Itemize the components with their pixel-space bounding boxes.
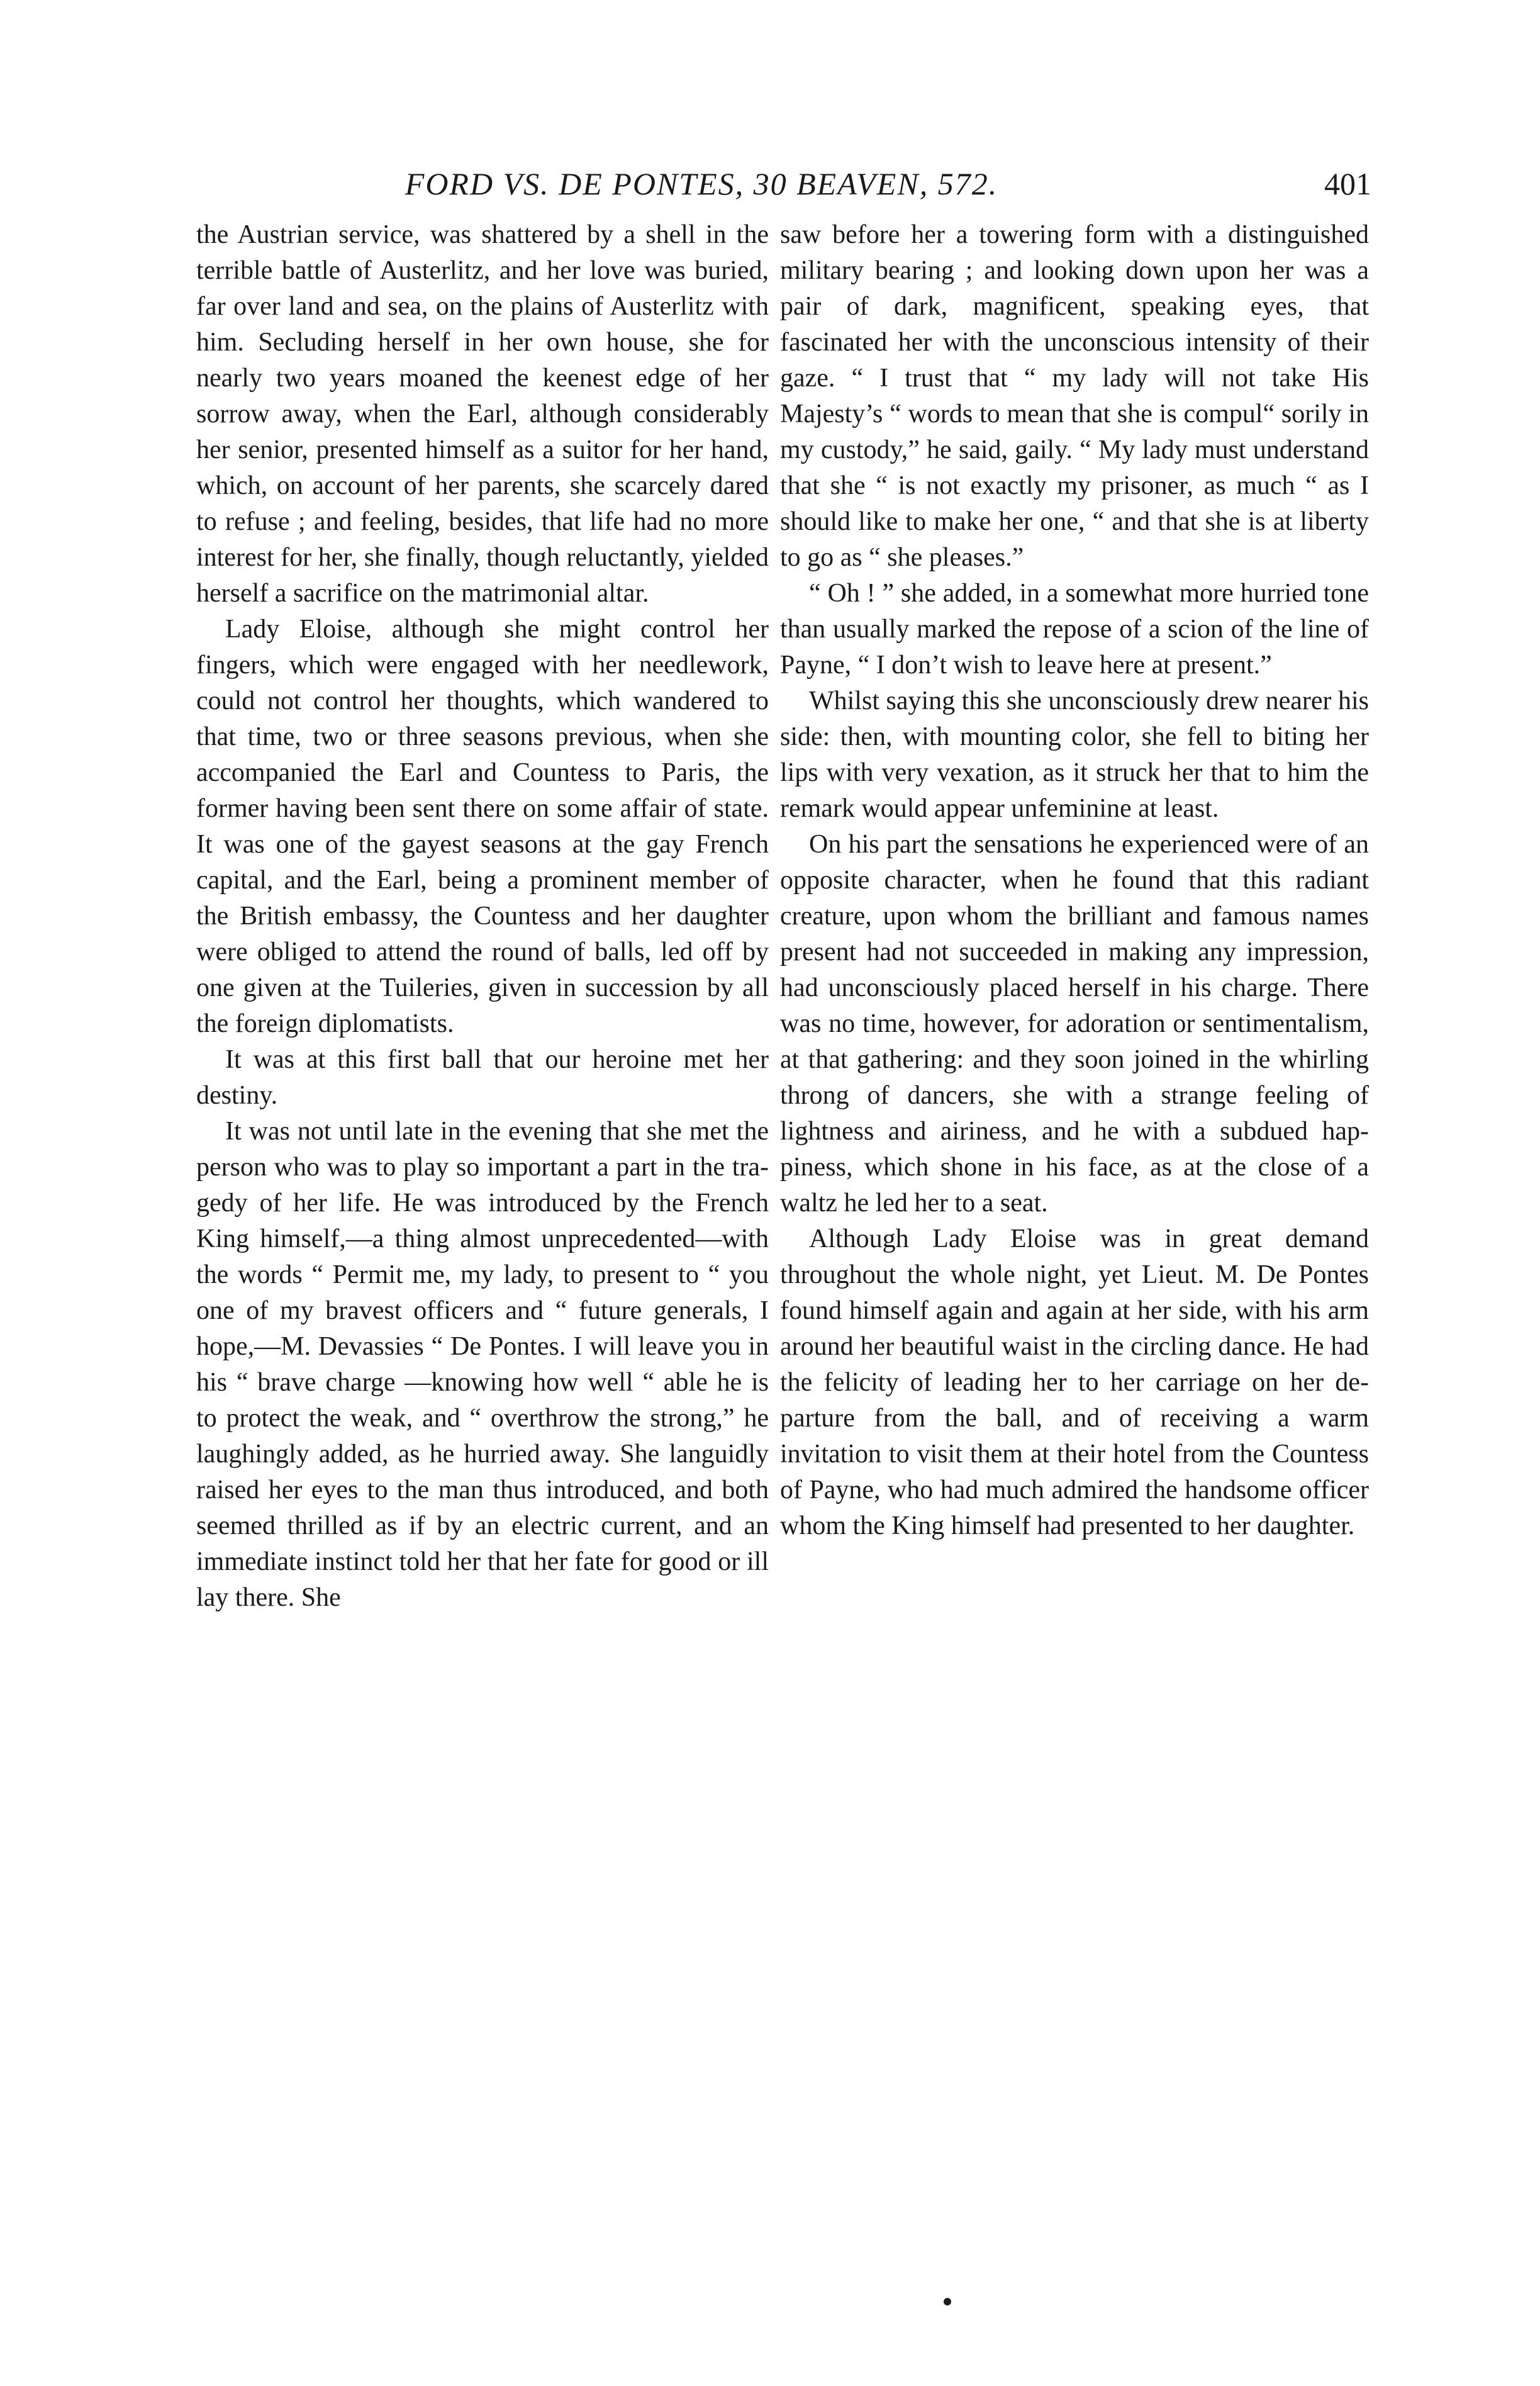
paragraph: Whilst saying this she unconsciously drew nearer his side: then, with mounting color, she fell to biting her lips with very vexation, as it struck her that to him the remark would appear unfeminine at least. [780, 686, 1369, 823]
paragraph: the Austrian service, was shattered by a shell in the terrible battle of Austerlitz, and her love was buried, far over land and sea, on the plains of Austerlitz with him. Secluding herself in her own house, she for nearly two years moaned the keenest edge of her sorrow away, when the Earl, although considerably her senior, presented himself as a suitor for her hand, which, on account of her parents, she scarcely dared to refuse ; and feeling, besides, that life had no more interest for her, she finally, though reluctantly, yielded herself a sacrifice on the matrimonial altar. [196, 220, 769, 608]
paragraph: Lady Eloise, although she might control her fingers, which were engaged with her needlework, could not control her thoughts, which wandered to that time, two or three seasons previous, when she accompanied the Earl and Countess to Paris, the former having been sent there on some affair of state. It was one of the gayest seasons at the gay French capital, and the Earl, being a prominent member of the British embassy, the Countess and her daughter were obliged to attend the round of balls, led off by one given at the Tuileries, given in succession by all the foreign diplomatists. [196, 615, 769, 1038]
paragraph: “ Oh ! ” she added, in a somewhat more hurried tone than usually marked the repose of a scion of the line of Payne, “ I don’t wish to leave here at present.” [780, 579, 1369, 680]
right-column [780, 217, 1369, 2306]
paragraph: On his part the sensations he experienced were of an opposite character, when he found that this radiant creature, upon whom the brilliant and famous names present had not succeeded in making any impression, had unconsciously placed herself in his charge. There was no time, however, for adoration or sentimentalism, at that gathering: and they soon joined in the whirling throng of dancers, she with a strange feeling of lightness and airiness, and he with a subdued happiness, which shone in his face, as at the close of a waltz he led her to a seat. [780, 830, 1369, 1218]
paragraph: It was at this first ball that our heroine met her destiny. [196, 1045, 769, 1110]
paragraph: It was not until late in the evening that she met the person who was to play so important a part in the tragedy of her life. He was introduced by the French King himself,—a thing almost unprecedented—with the words “ Permit me, my lady, to present to “ you one of my bravest officers and “ future generals, I hope,—M. Devassies “ De Pontes. I will leave you in his “ brave charge —knowing how well “ able he is to protect the weak, and “ overthrow the strong,” he laughingly added, as he hurried away. She languidly raised her eyes to the man thus introduced, and both seemed thrilled as if by an electric current, and an immediate instinct told her that her fate for good or ill lay there. She [196, 1117, 769, 1612]
running-title: FORD VS. DE PONTES, 30 BEAVEN, 572. [405, 166, 998, 201]
left-column [196, 217, 769, 2306]
page-number: 401 [1324, 166, 1371, 201]
printer-dot-ornament [944, 2298, 951, 2305]
paragraph: Although Lady Eloise was in great demand throughout the whole night, yet Lieut. M. De Pontes found himself again and again at her side, with his arm around her beautiful waist in the circling dance. He had the felicity of leading her to her carriage on her departure from the ball, and of receiving a warm invitation to visit them at their hotel from the Countess of Payne, who had much admired the handsome officer whom the King himself had presented to her daughter. [780, 1224, 1369, 1540]
paragraph: saw before her a towering form with a distinguished military bearing ; and looking down upon her was a pair of dark, magnificent, speaking eyes, that fascinated her with the unconscious intensity of their gaze. “ I trust that “ my lady will not take His Majesty’s “ words to mean that she is compul“ sorily in my custody,” he said, gaily. “ My lady must understand that she “ is not exactly my prisoner, as much “ as I should like to make her one, “ and that she is at liberty to go as “ she pleases.” [780, 220, 1369, 572]
